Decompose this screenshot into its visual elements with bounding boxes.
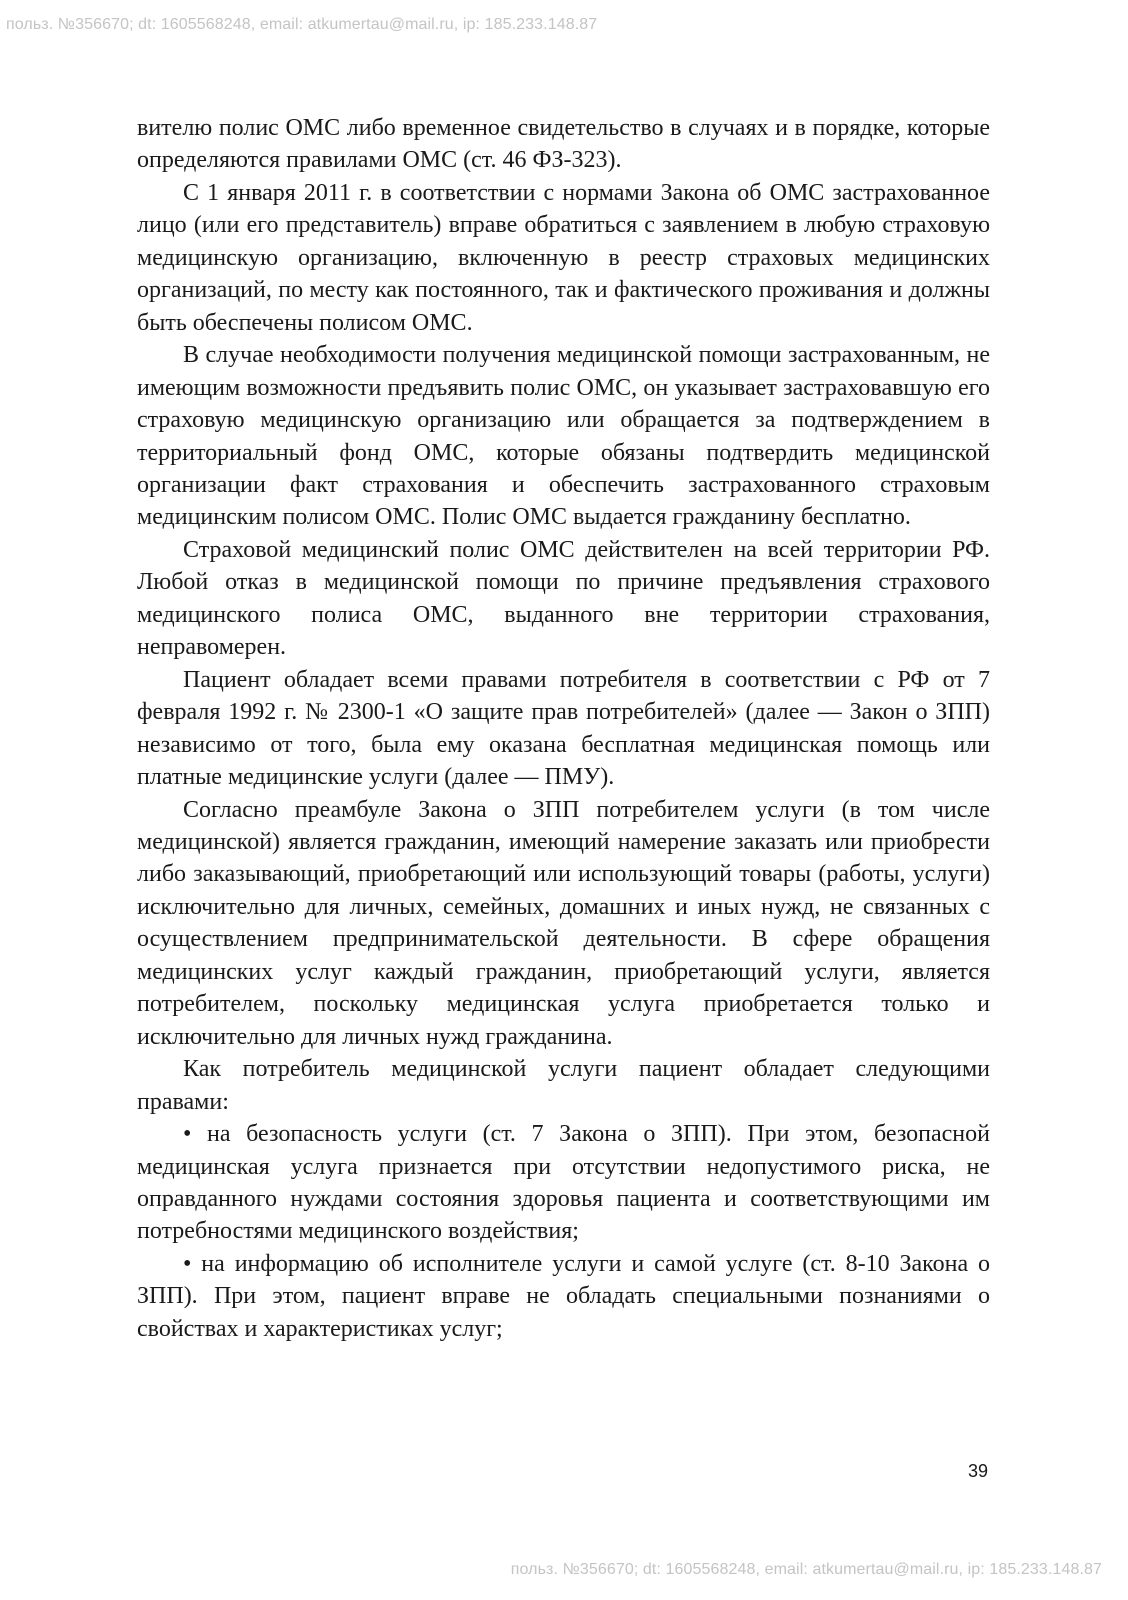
page-number: 39	[967, 1461, 988, 1481]
paragraph-oms-validity: Страховой медицинский полис ОМС действителен на всей территории РФ. Любой отказ в медицинской помощи по причине предъявления страхового медицинского полиса ОМС, выданного вне территории страхования, неправомерен.	[137, 536, 990, 661]
paragraph-oms-choice: С 1 января 2011 г. в соответствии с нормами Закона об ОМС застрахованное лицо (или его представитель) вправе обратиться с заявлением в любую страховую медицинскую организацию, включенную в реестр страховых медицинских организаций, по месту как постоянного, так и фактического проживания и должны быть обеспечены полисом ОМС.	[137, 179, 990, 336]
paragraph-zpp-preamble: Согласно преамбуле Закона о ЗПП потребителем услуги (в том числе медицинской) является гражданин, имеющий намерение заказать или приобрести либо заказывающий, приобретающий или использующий товары (работы, услуги) исключительно для личных, семейных, домашних и иных нужд, не связанных с осуществлением предпринимательской деятельности. В сфере обращения медицинских услуг каждый гражданин, приобретающий услуги, является потребителем, поскольку медицинская услуга приобретается только и исключительно для личных нужд гражданина.	[137, 796, 990, 1050]
paragraph-rights-intro: Как потребитель медицинской услуги пациент обладает следующими правами:	[137, 1056, 990, 1115]
paragraph-oms-confirmation: В случае необходимости получения медицинской помощи застрахованным, не имеющим возможности предъявить полис ОМС, он указывает застраховавшую его страховую медицинскую организацию или обращается за подтверждением в территориальный фонд ОМС, которые обязаны подтвердить медицинской организации факт страхования и обеспечить застрахованного страховым медицинским полисом ОМС. Полис ОМС выдается гражданину бесплатно.	[137, 342, 990, 531]
list-item-safety: • на безопасность услуги (ст. 7 Закона о ЗПП). При этом, безопасной медицинская услуга признается при отсутствии недопустимого риска, не оправданного нуждами состояния здоровья пациента и соответствующими им потребностями медицинского воздействия;	[137, 1121, 990, 1245]
watermark-top: польз. №356670; dt: 1605568248, email: atkumertau@mail.ru, ip: 185.233.148.87	[6, 16, 598, 33]
list-item-information: • на информацию об исполнителе услуги и самой услуге (ст. 8-10 Закона о ЗПП). При этом, пациент вправе не обладать специальными познаниями о свойствах и характеристиках услуг;	[137, 1250, 990, 1342]
page-text-body	[137, 112, 990, 1345]
watermark-bottom: польз. №356670; dt: 1605568248, email: atkumertau@mail.ru, ip: 185.233.148.87	[510, 1561, 1102, 1578]
paragraph-continuation: вителю полис ОМС либо временное свидетельство в случаях и в порядке, которые определяются правилами ОМС (ст. 46 ФЗ-323).	[137, 115, 990, 174]
paragraph-consumer-rights: Пациент обладает всеми правами потребителя в соответствии с РФ от 7 февраля 1992 г. № 2300-1 «О защите прав потребителей» (далее — Закон о ЗПП) независимо от того, была ему оказана бесплатная медицинская помощь или платные медицинские услуги (далее — ПМУ).	[137, 666, 990, 791]
